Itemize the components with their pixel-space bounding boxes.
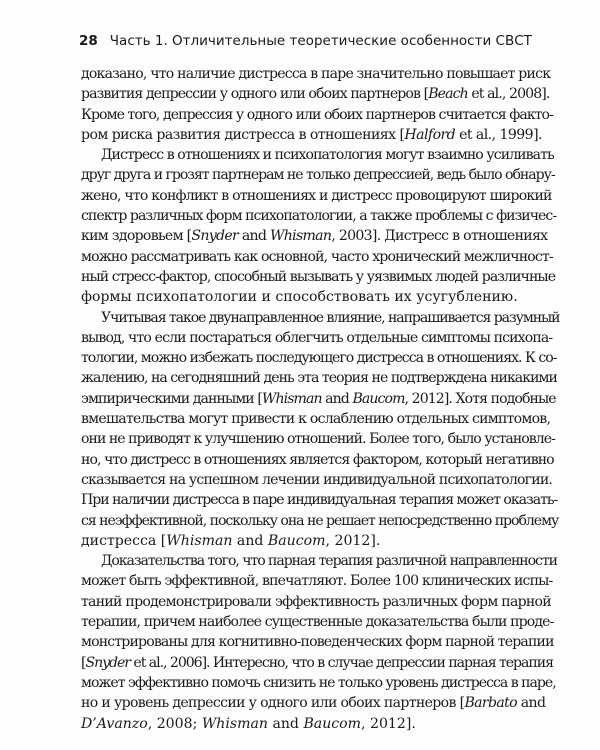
paragraph-4 (81, 551, 557, 734)
text-line: может эффективно помочь снизить не только уровень дистресса в паре, (81, 674, 556, 691)
body-text (81, 64, 560, 734)
text-line: друг друга и грозят партнерам не только депрессией, ведь было обнару- (81, 167, 555, 184)
text-line: формы психопатологии и способствовать их усугублению. (81, 289, 518, 306)
text-line: дистресса [Whisman and Baucom, 2012]. (81, 532, 381, 549)
text-line: сказывается на успешном лечении индивидуальной психопатологии. (81, 471, 553, 488)
text-line: Кроме того, депрессия у одного или обоих партнеров считается факто- (81, 106, 553, 123)
text-line: При наличии дистресса в паре индивидуальная терапия может оказать- (81, 492, 558, 509)
text-line: ный стресс-фактор, способный вызывать у уязвимых людей различные (81, 268, 556, 285)
paragraph-3 (81, 308, 560, 552)
text-line: [Snyder et al., 2006]. Интересно, что в случае депрессии парная терапия (81, 654, 553, 671)
text-line: спектр различных форм психопатологии, а также проблемы с физичес- (81, 208, 557, 225)
text-line: тологии, можно избежать последующего дистресса в отношениях. К со- (81, 350, 557, 367)
text-line: они не приводят к улучшению отношений. Более того, было установле- (81, 431, 555, 448)
text-line: доказано, что наличие дистресса в паре значительно повышает риск (81, 66, 551, 82)
text-line: но, что дистресс в отношениях является фактором, который негативно (81, 451, 554, 468)
text-line: Дистресс в отношениях и психопатология могут взаимно усиливать (101, 147, 554, 164)
text-line: вмешательства могут привести к ослаблению отдельных симптомов, (81, 411, 551, 428)
text-line: ром риска развития дистресса в отношениях [Halford et al., 1999]. (81, 126, 542, 143)
text-line: таний продемонстрировали эффективность различных форм парной (81, 593, 551, 610)
text-line: ким здоровьем [Snyder and Whisman, 2003]. Дистресс в отношениях (81, 228, 548, 245)
text-line: развития депрессии у одного или обоих партнеров [Beach et al., 2008]. (81, 86, 550, 103)
page-number: 28 (79, 33, 98, 49)
text-line: можно рассматривать как основной, часто хронический межличност- (81, 248, 553, 265)
paragraph-2 (81, 145, 557, 307)
text-line: эмпирическими данными [Whisman and Baucom, 2012]. Хотя подобные (81, 390, 556, 407)
text-line: D’Avanzo, 2008; Whisman and Baucom, 2012]. (81, 715, 416, 732)
text-line: Доказательства того, что парная терапия различной направленности (101, 553, 557, 570)
text-line: монстрированы для когнитивно-поведенческих форм парной терапии (81, 634, 554, 651)
running-title: Часть 1. Отличительные теоретические особенности СВСТ (109, 33, 532, 49)
text-line: жалению, на сегодняшний день эта теория не подтверждена никакими (81, 370, 557, 387)
running-header (79, 33, 532, 49)
text-line: терапии, причем наиболее существенные доказательства были проде- (81, 614, 554, 631)
text-line: Учитывая такое двунаправленное влияние, напрашивается разумный (101, 309, 560, 326)
text-line: ся неэффективной, поскольку она не решает непосредственно проблему (81, 512, 559, 529)
text-line: жено, что конфликт в отношениях и дистресс провоцируют широкий (81, 187, 552, 204)
text-line: вывод, что если постараться облегчить отдельные симптомы психопа- (81, 329, 553, 346)
paragraph-1 (81, 64, 553, 145)
text-line: но и уровень депрессии у одного или обоих партнеров [Barbato and (81, 695, 546, 712)
text-line: может быть эффективной, впечатляют. Более 100 клинических испы- (81, 573, 553, 590)
